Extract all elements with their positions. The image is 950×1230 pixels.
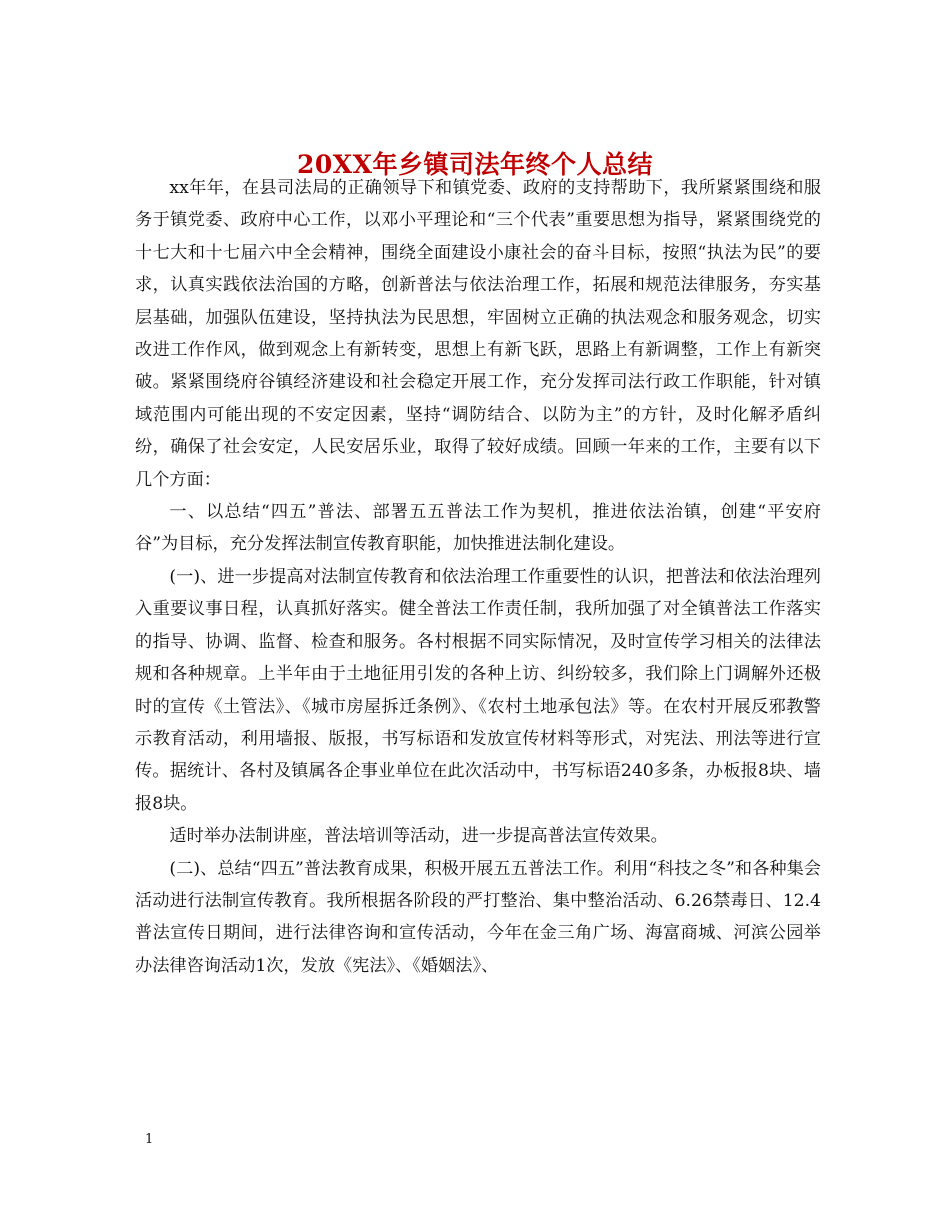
paragraph-intro: xx年年，在县司法局的正确领导下和镇党委、政府的支持帮助下，我所紧紧围绕和服务于镇党委、政府中心工作，以邓小平理论和“三个代表”重要思想为指导，紧紧围绕党的十七大和十七届六中全会精神，围绕全面建设小康社会的奋斗目标，按照“执法为民”的要求，认真实践依法治国的方略，创新普法与依法治理工作，拓展和规范法律服务，夯实基层基础，加强队伍建设，坚持执法为民思想，牢固树立正确的执法观念和服务观念，切实改进工作作风，做到观念上有新转变，思想上有新飞跃，思路上有新调整，工作上有新突破。紧紧围绕府谷镇经济建设和社会稳定开展工作，充分发挥司法行政工作职能，针对镇域范围内可能出现的不安定因素，坚持“调防结合、以防为主”的方针，及时化解矛盾纠纷，确保了社会安定，人民安居乐业，取得了较好成绩。回顾一年来的工作，主要有以下几个方面： <box>135 178 821 490</box>
paragraph-subsection-two: (二)、总结“四五”普法教育成果，积极开展五五普法工作。利用“科技之冬”和各种集会活动进行法制宣传教育。我所根据各阶段的严打整治、集中整治活动、6.26禁毒日、12.4普法宣传日期间，进行法律咨询和宣传活动，今年在金三角广场、海富商城、河滨公园举办法律咨询活动1次，发放《宪法》、《婚姻法》、 <box>135 858 821 976</box>
paragraph-subsection-one: (一)、进一步提高对法制宣传教育和依法治理工作重要性的认识，把普法和依法治理列入重要议事日程，认真抓好落实。健全普法工作责任制，我所加强了对全镇普法工作落实的指导、协调、监督、检查和服务。各村根据不同实际情况，及时宣传学习相关的法律法规和各种规章。上半年由于土地征用引发的各种上访、纠纷较多，我们除上门调解外还极时的宣传《土管法》、《城市房屋拆迁条例》、《农村土地承包法》等。在农村开展反邪教警示教育活动，利用墙报、版报，书写标语和发放宣传材料等形式，对宪法、刑法等进行宣传。据统计、各村及镇属各企事业单位在此次活动中，书写标语240多条，办板报8块、墙报8块。 <box>135 566 821 814</box>
paragraph-lectures: 适时举办法制讲座，普法培训等活动，进一步提高普法宣传效果。 <box>169 826 668 847</box>
page-number: 1 <box>145 1132 154 1147</box>
document-title: 20XX年乡镇司法年终个人总结 <box>296 149 654 179</box>
document-body <box>135 172 821 982</box>
paragraph-section-one: 一、以总结“四五”普法、部署五五普法工作为契机，推进依法治镇，创建“平安府谷”为目标，充分发挥法制宣传教育职能，加快推进法制化建设。 <box>135 502 821 555</box>
